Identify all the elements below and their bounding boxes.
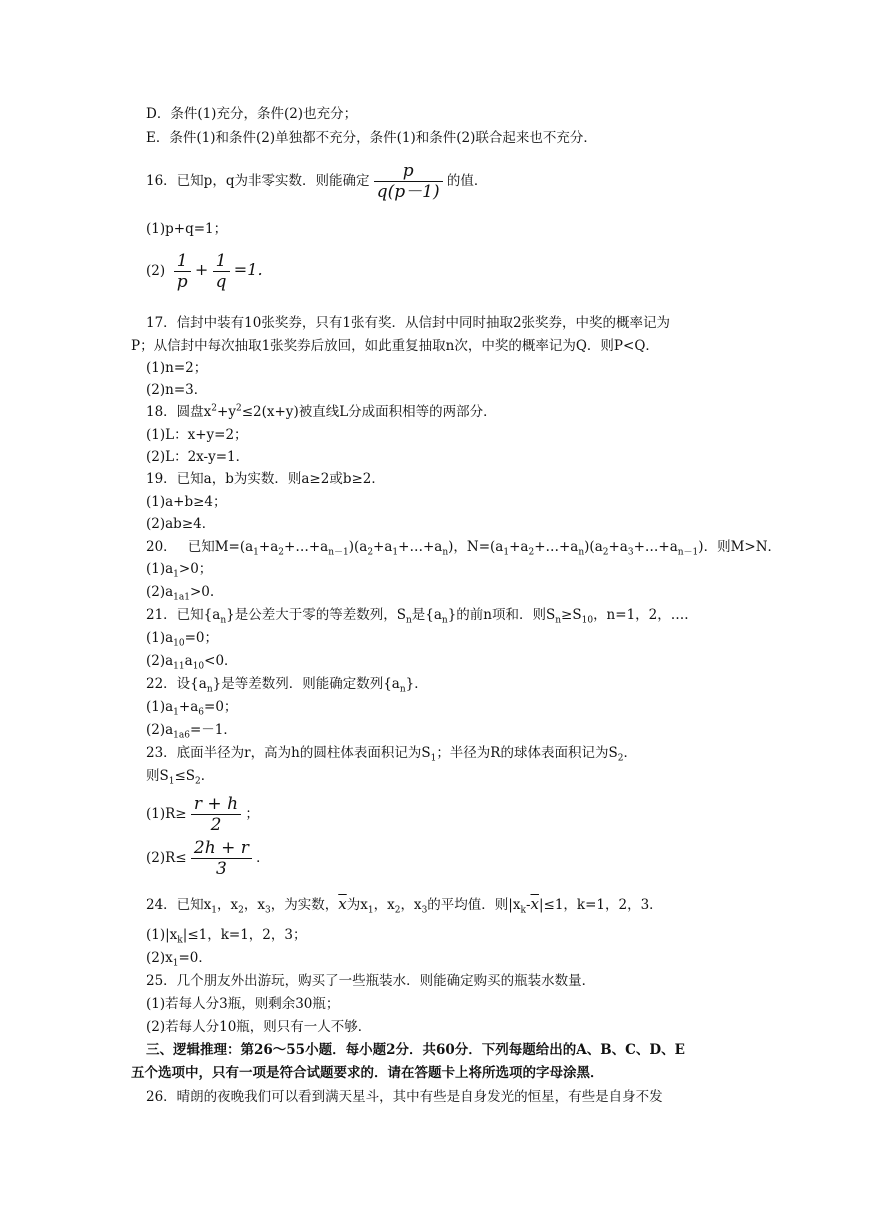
q25-condition-1: (1)若每人分3瓶，则剩余30瓶； [146,996,340,1012]
x-bar: $\overline{x}$ [338,895,347,913]
q18-condition-1: (1)L：x+y=2； [146,427,248,443]
question-24-stem: 24．已知$x_1$，$x_2$，$x_3$，为实数，$\overline{x}$为$x_1$，$x_2$，$x_3$的平均值．则$|x_k-\overline{x}|\le 1$，k=1，2，3． [146,895,663,916]
section-3-heading-line-2: 五个选项中，只有一项是符合试题要求的．请在答题卡上将所选项的字母涂黑． [131,1065,604,1081]
q24-condition-1: $(1)|x_k|\le 1$，k=1，2，3； [146,927,307,946]
question-23-line-1: 23．底面半径为r，高为h的圆柱体表面积记为$S_1$；半径为R的球体表面积记为$S_2$． [146,745,637,764]
q17-condition-1: (1)n=2； [146,360,208,376]
q21-condition-2: $(2)a_{11}a_{10}<0$． [146,653,238,672]
question-16-stem: 16．已知p，q为非零实数．则能确定 $\frac{p}{q(p-1)}$ 的值． [146,161,488,202]
q19-condition-1: (1)a+b≥4； [146,494,227,510]
q16-condition-2: (2) $\frac{1}{p}$ + $\frac{1}{q}$ =1． [146,251,274,292]
question-21-stem: 21．已知$\{a_n\}$是公差大于零的等差数列，$S_n$是$\{a_n\}$的前n项和．则$S_n\ge S_{10}$，n=1，2，…. [146,607,689,626]
option-d: D．条件(1)充分，条件(2)也充分； [146,106,358,122]
question-23-line-2: 则$S_1\le S_2$． [146,768,215,787]
q21-condition-1: $(1)a_{10}=0$； [146,630,219,649]
q23-condition-2: (2)R≤ $\frac{2h + r}{3}$ ． [146,838,270,879]
question-25-stem: 25．几个朋友外出游玩，购买了一些瓶装水．则能确定购买的瓶装水数量． [146,973,596,989]
question-20-stem: 20． 已知$M=(a_1+a_2+\dots+a_{n-1})(a_2+a_1+\dots+a_n)$，$N=(a_1+a_2+\dots+a_n)(a_2+a_3+\dots+a_{n-1})$．则M>N． [146,539,782,558]
question-17-line-1: 17．信封中装有10张奖券，只有1张有奖．从信封中同时抽取2张奖券，中奖的概率记为 [146,315,671,331]
q22-condition-2: $(2)a_{1a6}=-1$． [146,722,237,741]
q25-condition-2: (2)若每人分10瓶，则只有一人不够． [146,1019,372,1035]
q16-condition-1: (1)p+q=1； [146,221,228,237]
question-17-line-2: P；从信封中每次抽取1张奖券后放回，如此重复抽取n次，中奖的概率记为Q．则P<Q． [131,338,659,354]
q17-condition-2: (2)n=3． [146,382,208,398]
section-3-heading-line-1: 三、逻辑推理：第26～55小题．每小题2分．共60分．下列每题给出的A、B、C、D、E [146,1042,685,1058]
q20-condition-1: $(1)a_1>0$； [146,561,213,580]
option-e: E．条件(1)和条件(2)单独都不充分，条件(1)和条件(2)联合起来也不充分． [146,130,597,146]
q19-condition-2: (2)ab≥4． [146,516,216,532]
question-19-stem: 19．已知a，b为实数．则a≥2或b≥2． [146,471,385,487]
question-26-line-1: 26．晴朗的夜晚我们可以看到满天星斗，其中有些是自身发光的恒星，有些是自身不发 [146,1089,663,1105]
q22-condition-1: $(1)a_1+a_6=0$； [146,699,238,718]
fraction-p-over-q: $\frac{p}{q(p-1)}$ [374,161,443,202]
question-18-stem: 18．圆盘$x^2+y^2\le 2(x+y)$被直线L分成面积相等的两部分． [146,403,497,420]
q23-condition-1: (1)R≥ $\frac{r + h}{2}$ ； [146,794,259,835]
question-22-stem: 22．设$\{a_n\}$是等差数列．则能确定数列$\{a_n\}$． [146,676,428,695]
q18-condition-2: (2)L：2x-y=1． [146,449,250,465]
q20-condition-2: $(2)a_{1a1}>0$. [146,584,215,603]
q24-condition-2: $(2)x_1=0$． [146,950,212,969]
